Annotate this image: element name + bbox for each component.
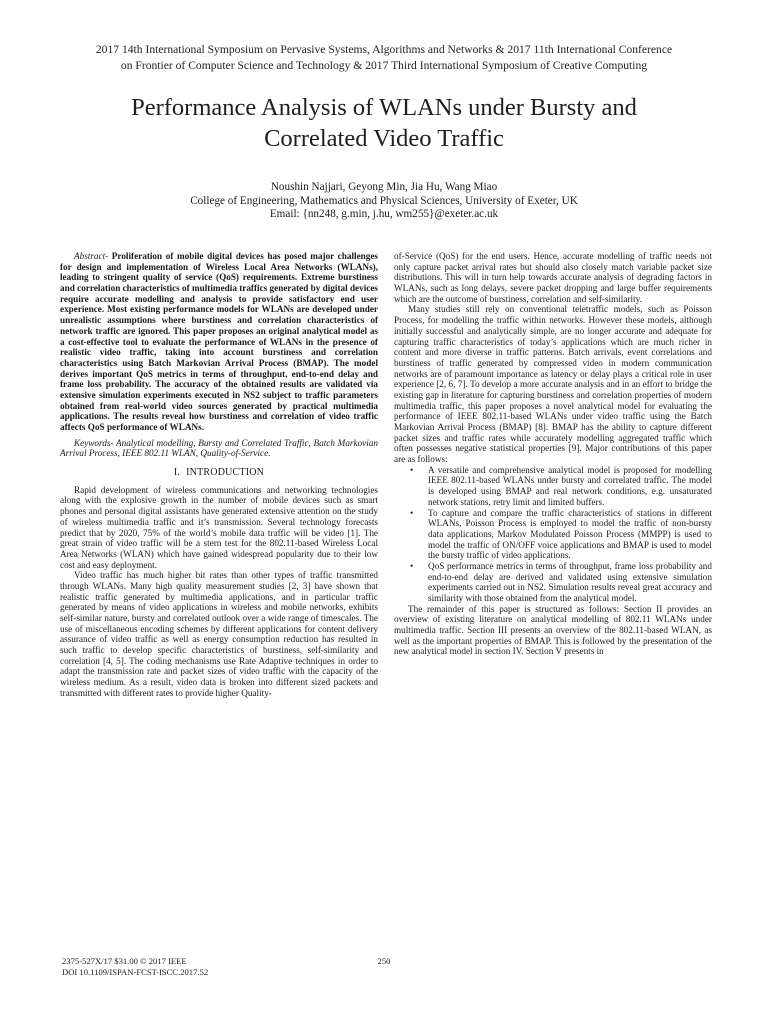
author-affiliation: College of Engineering, Mathematics and Physical Sciences, University of Exeter, UK xyxy=(190,194,578,207)
intro-paragraph-2: Video traffic has much higher bit rates than other types of traffic transmitted through WLANs. Many high quality measurement studies [2, 3] have shown that realistic traffic generated by multimedia applications, and in particular traffic generated by means of video applications in wireless and mobile networks, exhibits self-similar nature, bursty and correlated outlook over a wide range of timescales. The use of miscellaneous encoding schemes by different applications for content delivery assurance of video traffic as well as energy consumption reduction has resulted in such traffic to develop specific characteristics of burstiness, self-similarity and correlation [4, 5]. The coding mechanisms use Rate Adaptive techniques in order to adapt the transmission rate and packet sizes of video traffic with the capacity of the wireless medium. As a result, video data is broken into different sized packets and transmitted with different rates to provide higher Quality- xyxy=(60,570,378,698)
paper-title xyxy=(40,92,728,154)
bullet-icon: • xyxy=(410,464,414,475)
author-block xyxy=(40,181,728,222)
author-names: Noushin Najjari, Geyong Min, Jia Hu, Wang Miao xyxy=(270,181,498,193)
section-heading-introduction xyxy=(60,468,378,479)
right-column xyxy=(394,251,712,657)
page-number: 250 xyxy=(377,956,391,966)
keywords: Keywords- Analytical modelling, Bursty and Correlated Traffic, Batch Markovian Arrival Process, IEEE 802.11 WLAN, Quality-of-Service. xyxy=(60,437,378,459)
section-title: INTRODUCTION xyxy=(186,467,265,479)
footer-issn: 2375-527X/17 $31.00 © 2017 IEEE xyxy=(62,956,187,966)
conference-line-2: on Frontier of Computer Science and Technology & 2017 Third International Symposium of Creative Computing xyxy=(120,58,648,72)
abstract xyxy=(60,251,378,433)
section-number: I. xyxy=(173,467,181,479)
bullet-icon: • xyxy=(410,507,414,518)
list-item xyxy=(410,560,712,604)
intro-paragraph-4: The remainder of this paper is structured as follows: Section II provides an overview of existing literature on analytical modelling of 802.11 WLANs under multimedia traffic. Section III presents an overview of the 802.11-based WLAN, as well as the important properties of BMAP. This is followed by the presentation of the new analytical model in section IV. Section V presents in xyxy=(394,603,712,657)
conference-line-1: 2017 14th International Symposium on Pervasive Systems, Algorithms and Networks & 2017 11th International Conference xyxy=(95,43,673,56)
abstract-lead: Abstract- xyxy=(74,251,109,261)
intro-paragraph-1: Rapid development of wireless communications and networking technologies along with the explosive growth in the number of mobile devices such as smart phones and personal digital assistants have generated extensive attention on the study of wireless multimedia traffic and it’s transmission. Several technology forecasts predict that by 2020, 75% of the world’s mobile data traffic will be video [1]. The great strain of video traffic will be a stern test for the 802.11-based Wireless Local Area Networks (WLAN) which have gained widespread popularity due to their low cost and easy deployment. xyxy=(60,484,378,570)
list-item-text: QoS performance metrics in terms of throughput, frame loss probability and end-to-end delay are derived and validated using extensive simulation experiments carried out in NS2. Simulation results reveal great accuracy and similarity with those obtained from the analytical model. xyxy=(428,560,712,603)
left-column xyxy=(60,251,378,699)
conference-header xyxy=(30,42,738,73)
bullet-icon: • xyxy=(410,560,414,571)
list-item-text: A versatile and comprehensive analytical model is proposed for modelling IEEE 802.11-based WLANs under bursty and correlated traffic. The model is developed using BMAP and real network conditions, e.g. unsaturated network stations, retry limit and limited buffers. xyxy=(428,464,712,507)
list-item xyxy=(410,464,712,508)
contribution-list xyxy=(394,465,712,604)
intro-paragraph-3: Many studies still rely on conventional teletraffic models, such as Poisson Process, for modelling the traffic within networks. However these models, although initially successful and analytically simple, are no longer accurate and adequate for capturing traffic characteristics of today’s applications which are much richer in content and more diverse in traffic patterns. Batch arrivals, event correlations and burstiness of traffic generated by compressed video in modern communication networks are of paramount importance as latency or delay plays a critical role in user experience [2, 6, 7]. To develop a more accurate analysis and in an effort to bridge the existing gap in literature for capturing burstiness and correlation properties of modern multimedia traffic, this paper proposes a novel analytical model for evaluating the performance of IEEE 802.11-based WLANs under video traffic using the Batch Markovian Arrival Process (BMAP) [8]. BMAP has the ability to capture different packet sizes and traffic rates while accurately modelling aggregated traffic which often possesses negative statistical properties [9]. Major contributions of this paper are as follows: xyxy=(394,304,712,465)
title-line-2: Correlated Video Traffic xyxy=(264,125,504,152)
list-item-text: To capture and compare the traffic characteristics of stations in different WLANs, Poisson Process is employed to model the traffic of non-bursty data applications, Markov Modulated Poisson Process (MMPP) is used to model the traffic of ON/OFF voice applications and BMAP is used to model the bursty traffic of video applications. xyxy=(428,507,712,561)
intro-paragraph-continued: of-Service (QoS) for the end users. Hence, accurate modelling of traffic needs not only capture packet arrival rates but should also closely match variable packet size distributions. This will in turn help towards accurate analysis of degrading factors in WLANs, such as long delays, severe packet dropping and large buffer requirements which are the outcome of burstiness, correlation and self-similarity. xyxy=(394,251,712,304)
author-email: Email: {nn248, g.min, j.hu, wm255}@exeter.ac.uk xyxy=(269,208,499,220)
footer-publication-info xyxy=(62,956,322,978)
list-item xyxy=(410,507,712,561)
title-line-1: Performance Analysis of WLANs under Bursty and xyxy=(131,94,637,121)
footer-doi: DOI 10.1109/ISPAN-FCST-ISCC.2017.52 xyxy=(62,967,209,977)
abstract-text: Proliferation of mobile digital devices has posed major challenges for design and implementation of Wireless Local Area Networks (WLANs), leading to stringent quality of service (QoS) requirements. Extreme burstiness and correlation characteristics of multimedia traffics generated by digital devices require accurate modelling and analysis to provide satisfactory end user experience. Most existing performance models for WLANs are developed under unrealistic assumptions where burstiness and correlation characteristics of network traffic are ignored. This paper proposes an original analytical model as a cost-effective tool to evaluate the performance of WLANs in the presence of realistic video traffic, taking into account burstiness and correlation characteristics using Batch Markovian Arrival Process (BMAP). The model derives important QoS metrics in terms of throughput, end-to-end delay and frame loss probability. The accuracy of the obtained results are validated via extensive simulation experiments executed in NS2 subject to traffic parameters obtained from real-world video sources generated by practical multimedia applications. The results reveal how burstiness and correlation of video traffic affects QoS performance of WLANs. xyxy=(60,251,379,432)
